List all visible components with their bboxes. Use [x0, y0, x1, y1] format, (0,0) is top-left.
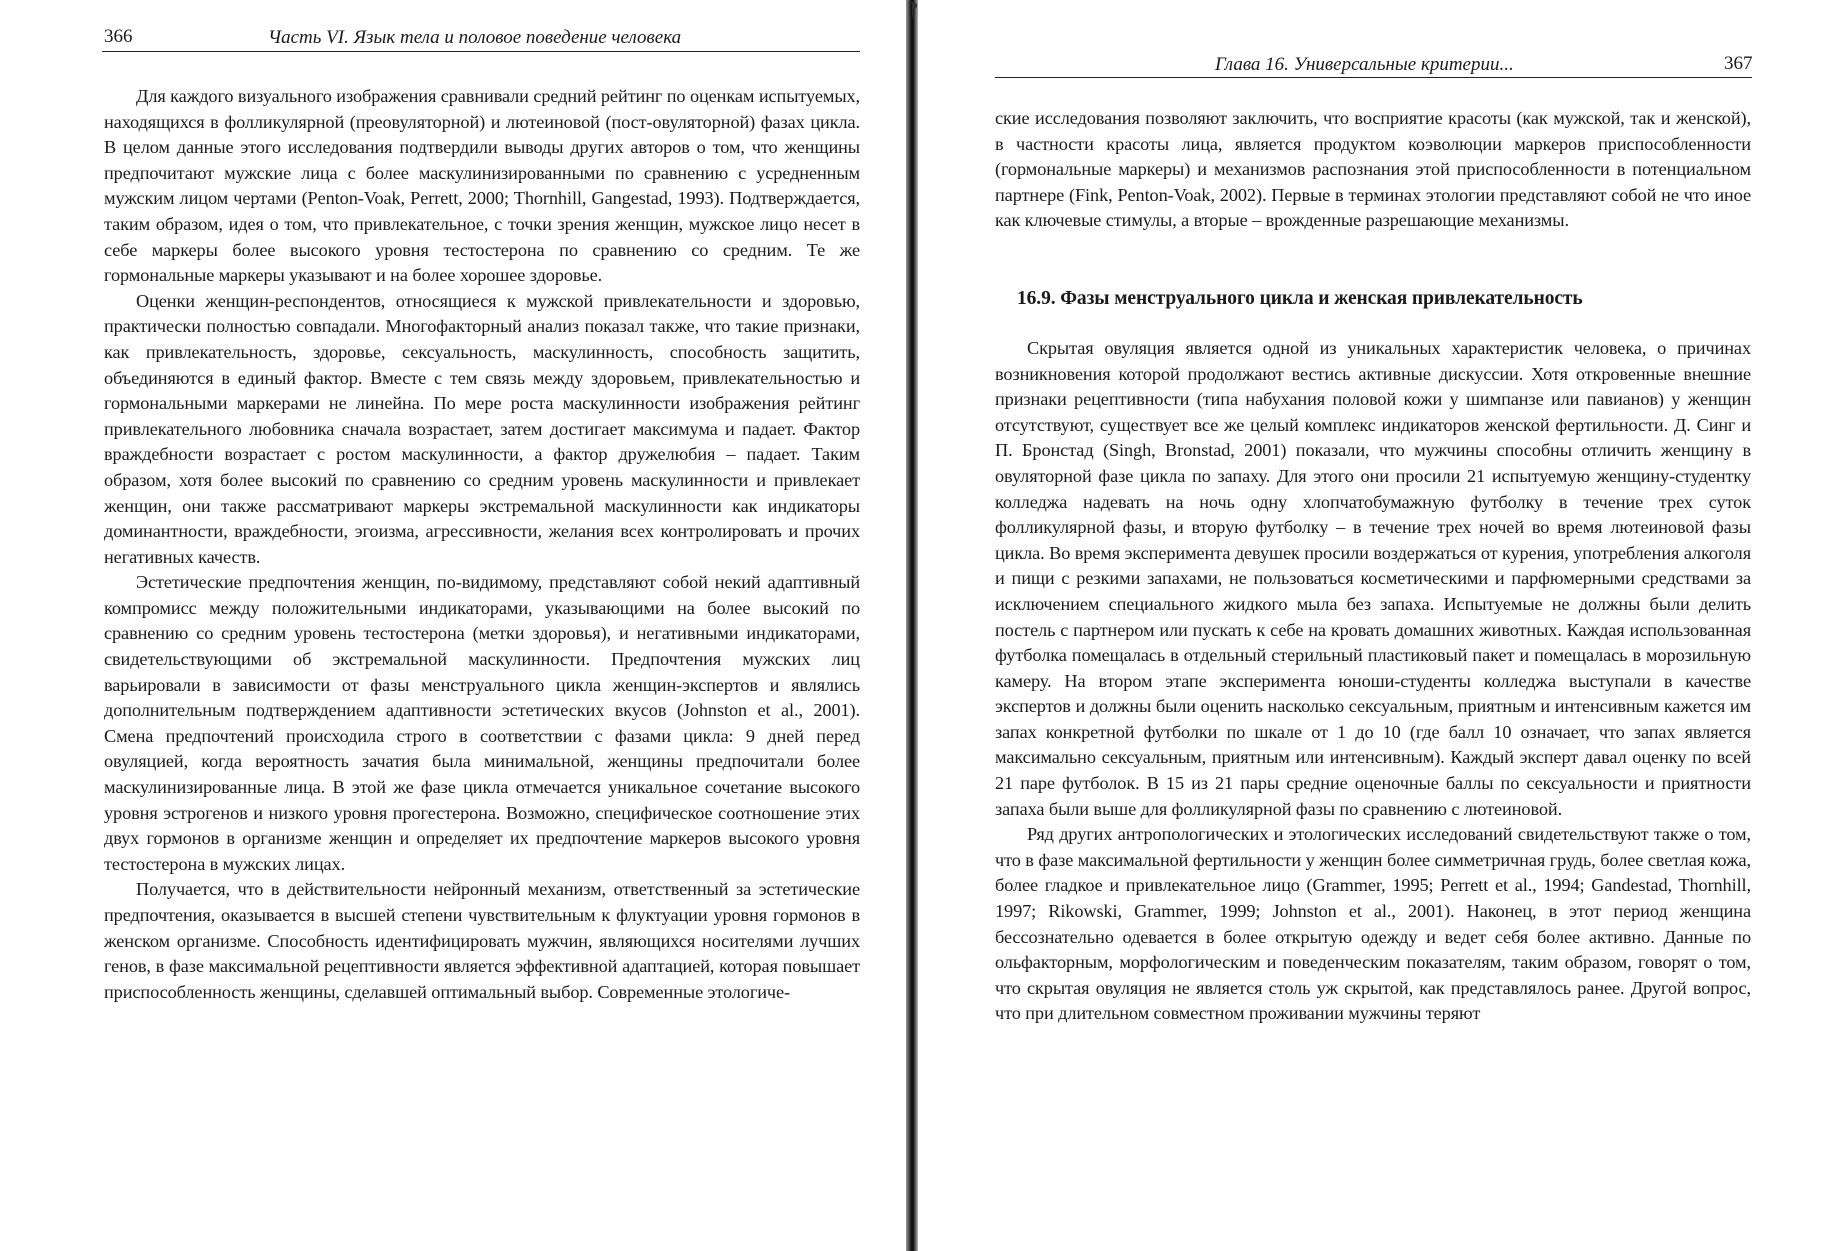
- paragraph: Для каждого визуального изображения сравнивали средний рейтинг по оценкам испытуемых, находящихся в фолликулярной (преовуляторной) и лютеиновой (пост-овуляторной) фазах цикла. В целом данные этого исследования подтвердили выводы других авторов о том, что женщины предпочитают мужские лица с более маскулинизированными по сравнению с усредненным мужским лицом чертами (Penton-Voak, Perrett, 2000; Thornhill, Gangestad, 1993). Подтверждается, таким образом, идея о том, что привлекательное, с точки зрения женщин, мужское лицо несет в себе маркеры более высокого уровня тестостерона по сравнению со средним. Те же гормональные маркеры указывают и на более хорошее здоровье.: [104, 86, 861, 286]
- gutter-mark-icon: ⁋: [907, 0, 919, 19]
- paragraph: Получается, что в действительности нейронный механизм, ответственный за эстетические предпочтения, оказывается в высшей степени чувствительным к флуктуации уровня гормонов в женском организме. Способность идентифицировать мужчин, являющихся носителями лучших генов, в фазе максимальной рецептивности является эффективной адаптацией, которая повышает приспособленность женщины, сделавшей оптимальный выбор. Современные этологиче-: [104, 879, 860, 1002]
- book-gutter: [906, 0, 918, 1251]
- paragraph: Эстетические предпочтения женщин, по-видимому, представляют собой некий адаптивный компромисс между положительными индикаторами, указывающими на более высокий по сравнению со средним уровень тестостерона (метки здоровья), и негативными индикаторами, свидетельствующими об экстремальной маскулинности. Предпочтения мужских лиц варьировали в зависимости от фазы менструального цикла женщин-экспертов и являлись дополнительным подтверждением адаптивности эстетических вкусов (Johnston et al., 2001). Смена предпочтений происходила строго в соответствии с фазами цикла: 9 дней перед овуляцией, когда вероятность зачатия была минимальной, женщины предпочитали более маскулинизированные лица. В этой же фазе цикла отмечается уникальное сочетание высокого уровня эстрогенов и низкого уровня прогестерона. Возможно, специфическое соотношение этих двух гормонов в организме женщин и определяет их предпочтение маркеров высокого уровня тестостерона в мужских лицах.: [104, 572, 860, 874]
- page-number: 366: [104, 26, 133, 47]
- section-title: 16.9. Фазы менструального цикла и женская привлекательность: [1017, 287, 1583, 309]
- header-rule: [995, 77, 1752, 78]
- page-number: 367: [1724, 53, 1753, 74]
- right-page: [935, 0, 1832, 1251]
- paragraph: Ряд других антропологических и этологических исследований свидетельствуют также о том, что в фазе максимальной фертильности у женщин более симметричная грудь, более светлая кожа, более гладкое и привлекательное лицо (Grammer, 1995; Perrett et al., 1994; Gandestad, Thornhill, 1997; Rikowski, Grammer, 1999; Johnston et al., 2001). Наконец, в этот период женщина бессознательно одевается в более открытую одежду и ведет себя более активно. Данные по ольфакторным, морфологическим и поведенческим показателям, таким образом, говорят о том, что скрытая овуляция не является столь уж скрытой, как представлялось ранее. Другой вопрос, что при длительном совместном проживании мужчины теряют: [995, 824, 1751, 1024]
- header-rule: [102, 51, 860, 52]
- paragraph: Скрытая овуляция является одной из уникальных характеристик человека, о причинах возникновения которой продолжают вестись активные дискуссии. Хотя откровенные внешние признаки рецептивности (типа набухания половой кожи у шимпанзе или павианов) у женщин отсутствуют, существует все же целый комплекс индикаторов женской фертильности. Д. Синг и П. Бронстад (Singh, Bronstad, 2001) показали, что мужчины способны отличить женщину в овуляторной фазе цикла по запаху. Для этого они просили 21 испытуемую женщину-студентку колледжа надевать на ночь одну хлопчатобумажную футболку в течение трех суток фолликулярной фазы, и вторую футболку – в течение трех ночей во время лютеиновой фазы цикла. Во время эксперимента девушек просили воздержаться от курения, употребления алкоголя и пищи с резкими запахами, не пользоваться косметическими и парфюмерными средствами за исключением специального жидкого мыла без запаха. Испытуемые не должны были делить постель с партнером или пускать к себе на кровать домашних животных. Каждая использованная футболка помещалась в отдельный стерильный пластиковый пакет и помещалась в морозильную камеру. На втором этапе эксперимента юноши-студенты колледжа выступали в качестве экспертов и должны были оценить насколько сексуальным, приятным и интенсивным кажется им запах конкретной футболки по шкале от 1 до 10 (где балл 10 означает, что запах является максимально сексуальным, приятным или интенсивным). Каждый эксперт давал оценку по всей 21 паре футболок. В 15 из 21 пары средние оценочные баллы по сексуальности и приятности запаха были выше для фолликулярной фазы по сравнению с лютеиновой.: [995, 337, 1751, 819]
- paragraph: Оценки женщин-респондентов, относящиеся к мужской привлекательности и здоровью, практически полностью совпадали. Многофакторный анализ показал также, что такие признаки, как привлекательность, здоровье, сексуальность, маскулинность, способность защитить, объединяются в единый фактор. Вместе с тем связь между здоровьем, привлекательностью и гормональными маркерами не линейна. По мере роста маскулинности изображения рейтинг привлекательного любовника сначала возрастает, затем достигает максимума и падает. Фактор враждебности возрастает с ростом маскулинности, а фактор дружелюбия – падает. Таким образом, хотя более высокий по сравнению со средним уровень маскулинности и привлекает женщин, они также рассматривают маркеры экстремальной маскулинности как индикаторы доминантности, враждебности, эгоизма, агрессивности, желания всех контролировать и прочих негативных качеств.: [104, 290, 860, 567]
- running-head: Глава 16. Универсальные критерии...: [1215, 54, 1514, 75]
- running-head: Часть VI. Язык тела и половое поведение человека: [268, 27, 682, 48]
- left-page: [0, 0, 900, 1251]
- paragraph-continuation: ские исследования позволяют заключить, что восприятие красоты (как мужской, так и женской), в частности красоты лица, является продуктом коэволюции маркеров приспособленности (гормональные маркеры) и механизмов распознания этой приспособленности в потенциальном партнере (Fink, Penton-Voak, 2002). Первые в терминах этологии представляют собой не что иное как ключевые стимулы, а вторые – врожденные разрешающие механизмы.: [995, 108, 1751, 231]
- text-column: [104, 84, 860, 1005]
- text-column: [995, 106, 1751, 1027]
